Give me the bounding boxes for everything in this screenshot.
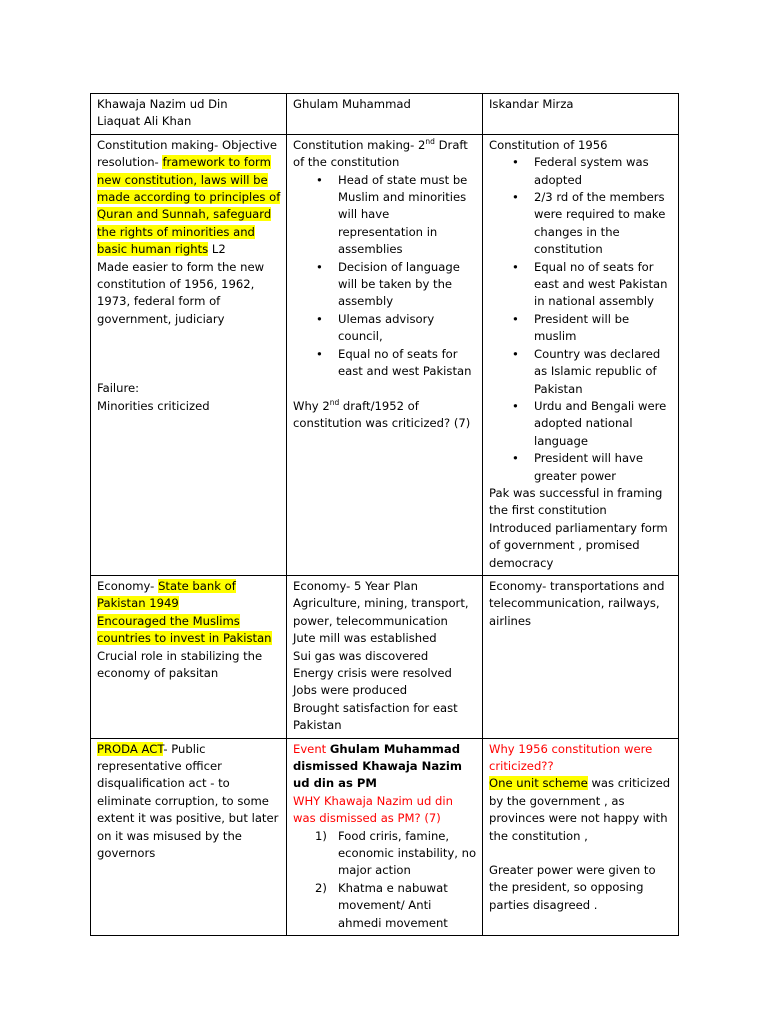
list-item: • President will have greater power [534, 450, 673, 485]
events-row [91, 738, 679, 935]
header-cell-2 [287, 94, 483, 135]
highlighted-text: State bank of Pakistan 1949 [97, 578, 236, 611]
text-line: Jute mill was established [293, 631, 437, 646]
constitution-1956-title: Constitution of 1956 [489, 137, 608, 152]
exam-question: WHY Khawaja Nazim ud din was dismissed as PM? (7) [293, 793, 453, 826]
bullet-list [293, 172, 477, 381]
economy-cell-3 [483, 575, 679, 738]
closing-line: Pak was successful in framing the first constitution [489, 485, 663, 518]
closing-line: Introduced parliamentary form of government , promised democracy [489, 520, 668, 570]
list-item: • 2/3 rd of the members were required to make changes in the constitution [534, 189, 673, 259]
events-cell-1: PRODA ACT- Public representative officer disqualification act - to eliminate corruption, to some extent it was positive, but later on it was misused by the governors [91, 738, 287, 935]
list-item: • Head of state must be Muslim and minorities will have representation in assemblies [338, 172, 477, 259]
paragraph: Greater power were given to the president, so opposing parties disagreed . [489, 863, 656, 912]
comparison-table [90, 93, 679, 936]
failure-text: Minorities criticized [97, 398, 210, 413]
economy-row [91, 575, 679, 738]
list-item: • Equal no of seats for east and west Pakistan [338, 346, 477, 381]
economy-label: Economy- [97, 578, 159, 593]
text-line: Brought satisfaction for east Pakistan [293, 700, 458, 733]
economy-cell-1 [91, 575, 287, 738]
header-cell-1 [91, 94, 287, 135]
list-item: • Country was declared as Islamic republic of Pakistan [534, 346, 673, 398]
highlighted-text: framework to form new constitution, laws will be made according to principles of Quran and Sunnah, safeguard the rights of minorities and basic human rights [97, 155, 281, 257]
list-item: • Decision of language will be taken by the assembly [338, 259, 477, 311]
list-item: 2) Khatma e nabuwat movement/ Anti ahmedi movement [315, 880, 448, 930]
events-cell-3: Why 1956 constitution were criticized?? One unit scheme was criticized by the government , as provinces were not happy with the constitution , Greater power were given to the president, so opposing parties disagreed . [483, 738, 679, 935]
list-item: • Ulemas advisory council, [338, 311, 477, 346]
constitution-row [91, 134, 679, 575]
numbered-list [293, 828, 477, 932]
header-cell-3 [483, 94, 679, 135]
header-name-1: Khawaja Nazim ud Din [97, 97, 228, 111]
header-name: Ghulam Muhammad [293, 97, 411, 111]
text-line: Economy- 5 Year Plan [293, 578, 419, 593]
highlighted-text: PRODA ACT [97, 741, 164, 756]
header-row [91, 94, 679, 135]
constitution-cell-3 [483, 134, 679, 575]
objective-resolution-text: Constitution making- Objective resolution- framework to form new constitution, laws will be made according to principles of Quran and Sunnah, safeguard the rights of minorities and basic human rights L2 [97, 137, 281, 257]
text-line: Energy crisis were resolved [293, 666, 452, 680]
failure-label: Failure: [97, 381, 140, 396]
text-line: Jobs were produced [293, 683, 408, 698]
bullet-list [489, 154, 673, 485]
exam-question: Why 1956 constitution were criticized?? [489, 741, 653, 774]
highlighted-text: One unit scheme [489, 776, 588, 791]
list-item: • Federal system was adopted [534, 154, 673, 189]
list-item: • Equal no of seats for east and west Pakistan in national assembly [534, 259, 673, 311]
economy-cell-2 [287, 575, 483, 738]
constitution-cell-2 [287, 134, 483, 575]
events-cell-2 [287, 738, 483, 935]
event-label: Event [293, 741, 330, 756]
event-text: Event Ghulam Muhammad dismissed Khawaja Nazim ud din as PM [293, 741, 462, 791]
constitution-cell-1 [91, 134, 287, 575]
header-name: Iskandar Mirza [489, 97, 574, 111]
second-draft-intro: Constitution making- 2nd Draft of the constitution [293, 136, 468, 170]
paragraph: Crucial role in stabilizing the economy of paksitan [97, 648, 263, 680]
paragraph: Made easier to form the new constitution of 1956, 1962, 1973, federal form of government, judiciary [97, 259, 265, 326]
paragraph: Economy- transportations and telecommunication, railways, airlines [489, 578, 665, 628]
header-name-2: Liaquat Ali Khan [97, 114, 192, 129]
text-line: Sui gas was discovered [293, 648, 429, 663]
list-item: • President will be muslim [534, 311, 673, 346]
text-line: Agriculture, mining, transport, power, telecommunication [293, 596, 469, 628]
exam-question: Why 2nd draft/1952 of constitution was criticized? (7) [293, 397, 471, 430]
list-item: • Urdu and Bengali were adopted national language [534, 398, 673, 450]
highlighted-text: Encouraged the Muslims countries to invest in Pakistan [97, 613, 272, 646]
list-item: 1) Food criris, famine, economic instability, no major action [315, 828, 477, 878]
